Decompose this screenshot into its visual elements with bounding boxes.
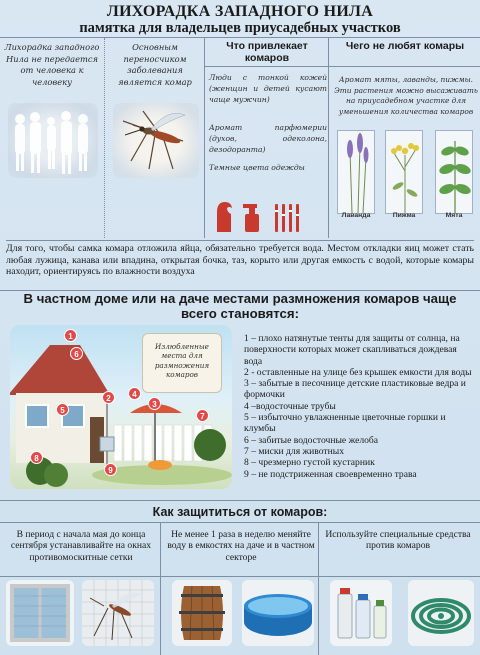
vector-column [104,38,204,238]
tip-change-water: Не менее 1 раза в неделю меняйте воду в емкостях на даче и в частном секторе [167,529,315,563]
barrel-image [172,580,232,646]
list-item: 8 – чрезмерно густой кустарник [244,457,375,469]
attractors-icons [213,198,313,234]
lavender-image [337,130,375,214]
protection-title: Как защититься от комаров: [152,505,328,519]
repels-note: Аромат мяты, лаванды, пижмы. Эти растения можно высаживать на приусадебном участке для уменьшения количества комаров [334,75,478,116]
breeding-places-sticker: Излюбленные места для размножения комаров [142,333,222,393]
list-item: 3 – забытые в песочнице детские пластиковые ведра и формочки [244,378,466,401]
badge-5: 5 [56,403,69,416]
repels-divider [329,66,480,67]
vector-note: Основным переносчиком заболевания является комар [118,42,192,87]
info-row [0,38,480,238]
tip-window-nets: В период с начала мая до конца сентября устанавливайте на окнах противомоскитные сетки [10,529,152,563]
badge-9: 9 [104,463,117,476]
tip-repellents: Используйте специальные средства против комаров [325,529,471,552]
list-item: 5 – избыточно увлажненные цветочные горшки и клумбы [244,412,446,435]
mosquito-net-image [82,580,154,646]
plant-label-mint: Мята [445,212,463,219]
mint-image [435,130,473,214]
tips-bottom-divider [0,576,480,577]
tips-separator-1 [160,522,161,655]
tansy-image [385,130,423,214]
window-net-image [6,580,74,646]
badge-4: 4 [128,387,141,400]
page-subtitle: памятка для владельцев приусадебных участков [79,20,401,36]
repellent-products-image [330,580,392,646]
transmission-note: Лихорадка западного Нила не передается от человека к человеку [4,42,100,87]
transmission-column [0,38,104,238]
page-title: ЛИХОРАДКА ЗАПАДНОГО НИЛА [106,3,374,20]
badge-1: 1 [64,329,77,342]
repels-heading: Чего не любят комары [345,40,465,52]
attracts-skin: Люди с тонкой кожей (женщин и детей кусают чаще мужчин) [209,73,327,104]
attracts-heading: Что привлекает комаров [226,40,308,64]
attracts-column [204,38,328,238]
list-item: 4 –водосточные трубы [244,400,336,412]
list-item: 6 – забитые водосточные желоба [244,434,379,446]
house-scene-image [10,325,232,489]
section3-divider [0,500,480,501]
attracts-dark-clothes: Темные цвета одежды [209,163,305,172]
list-item: 7 – миски для животных [244,445,344,457]
plant-label-lavender: Лаванда [341,212,371,219]
tips-separator-2 [318,522,319,655]
badge-3: 3 [148,397,161,410]
people-silhouettes-image [8,103,98,178]
badge-2: 2 [102,391,115,404]
badge-6: 6 [70,347,83,360]
breeding-places-title: В частном доме или на даче местами размножения комаров чаще всего становятся: [23,291,457,321]
attracts-divider [205,66,329,67]
water-paragraph: Для того, чтобы самка комара отложила яйца, обязательно требуется вода. Местом откладки яиц может стать любая лужица, канава или впадина, открытая бочка, таз, корыто или другая емкость с водой, которые комары находит, ориентируясь по влажности воздуха [6,240,474,278]
pool-image [242,580,314,646]
badge-7: 7 [196,409,209,422]
badge-8: 8 [30,451,43,464]
repels-column [328,38,480,238]
attracts-perfume: Аромат парфюмерии (духов, одеколона, дезодоранта) [209,123,327,154]
tips-top-divider [0,522,480,523]
list-item: 1 – плохо натянутые тенты для защиты от солнца, на поверхности которых может скапливаться дождевая вода [244,333,460,367]
mosquito-image [113,103,199,178]
breeding-places-list [244,333,474,480]
list-item: 9 – не подстриженная своевременно трава [244,468,417,480]
list-item: 2 - оставленные на улице без крышек емкости для воды [244,366,472,378]
plant-label-tansy: Пижма [392,212,416,219]
mosquito-coil-image [408,580,474,646]
